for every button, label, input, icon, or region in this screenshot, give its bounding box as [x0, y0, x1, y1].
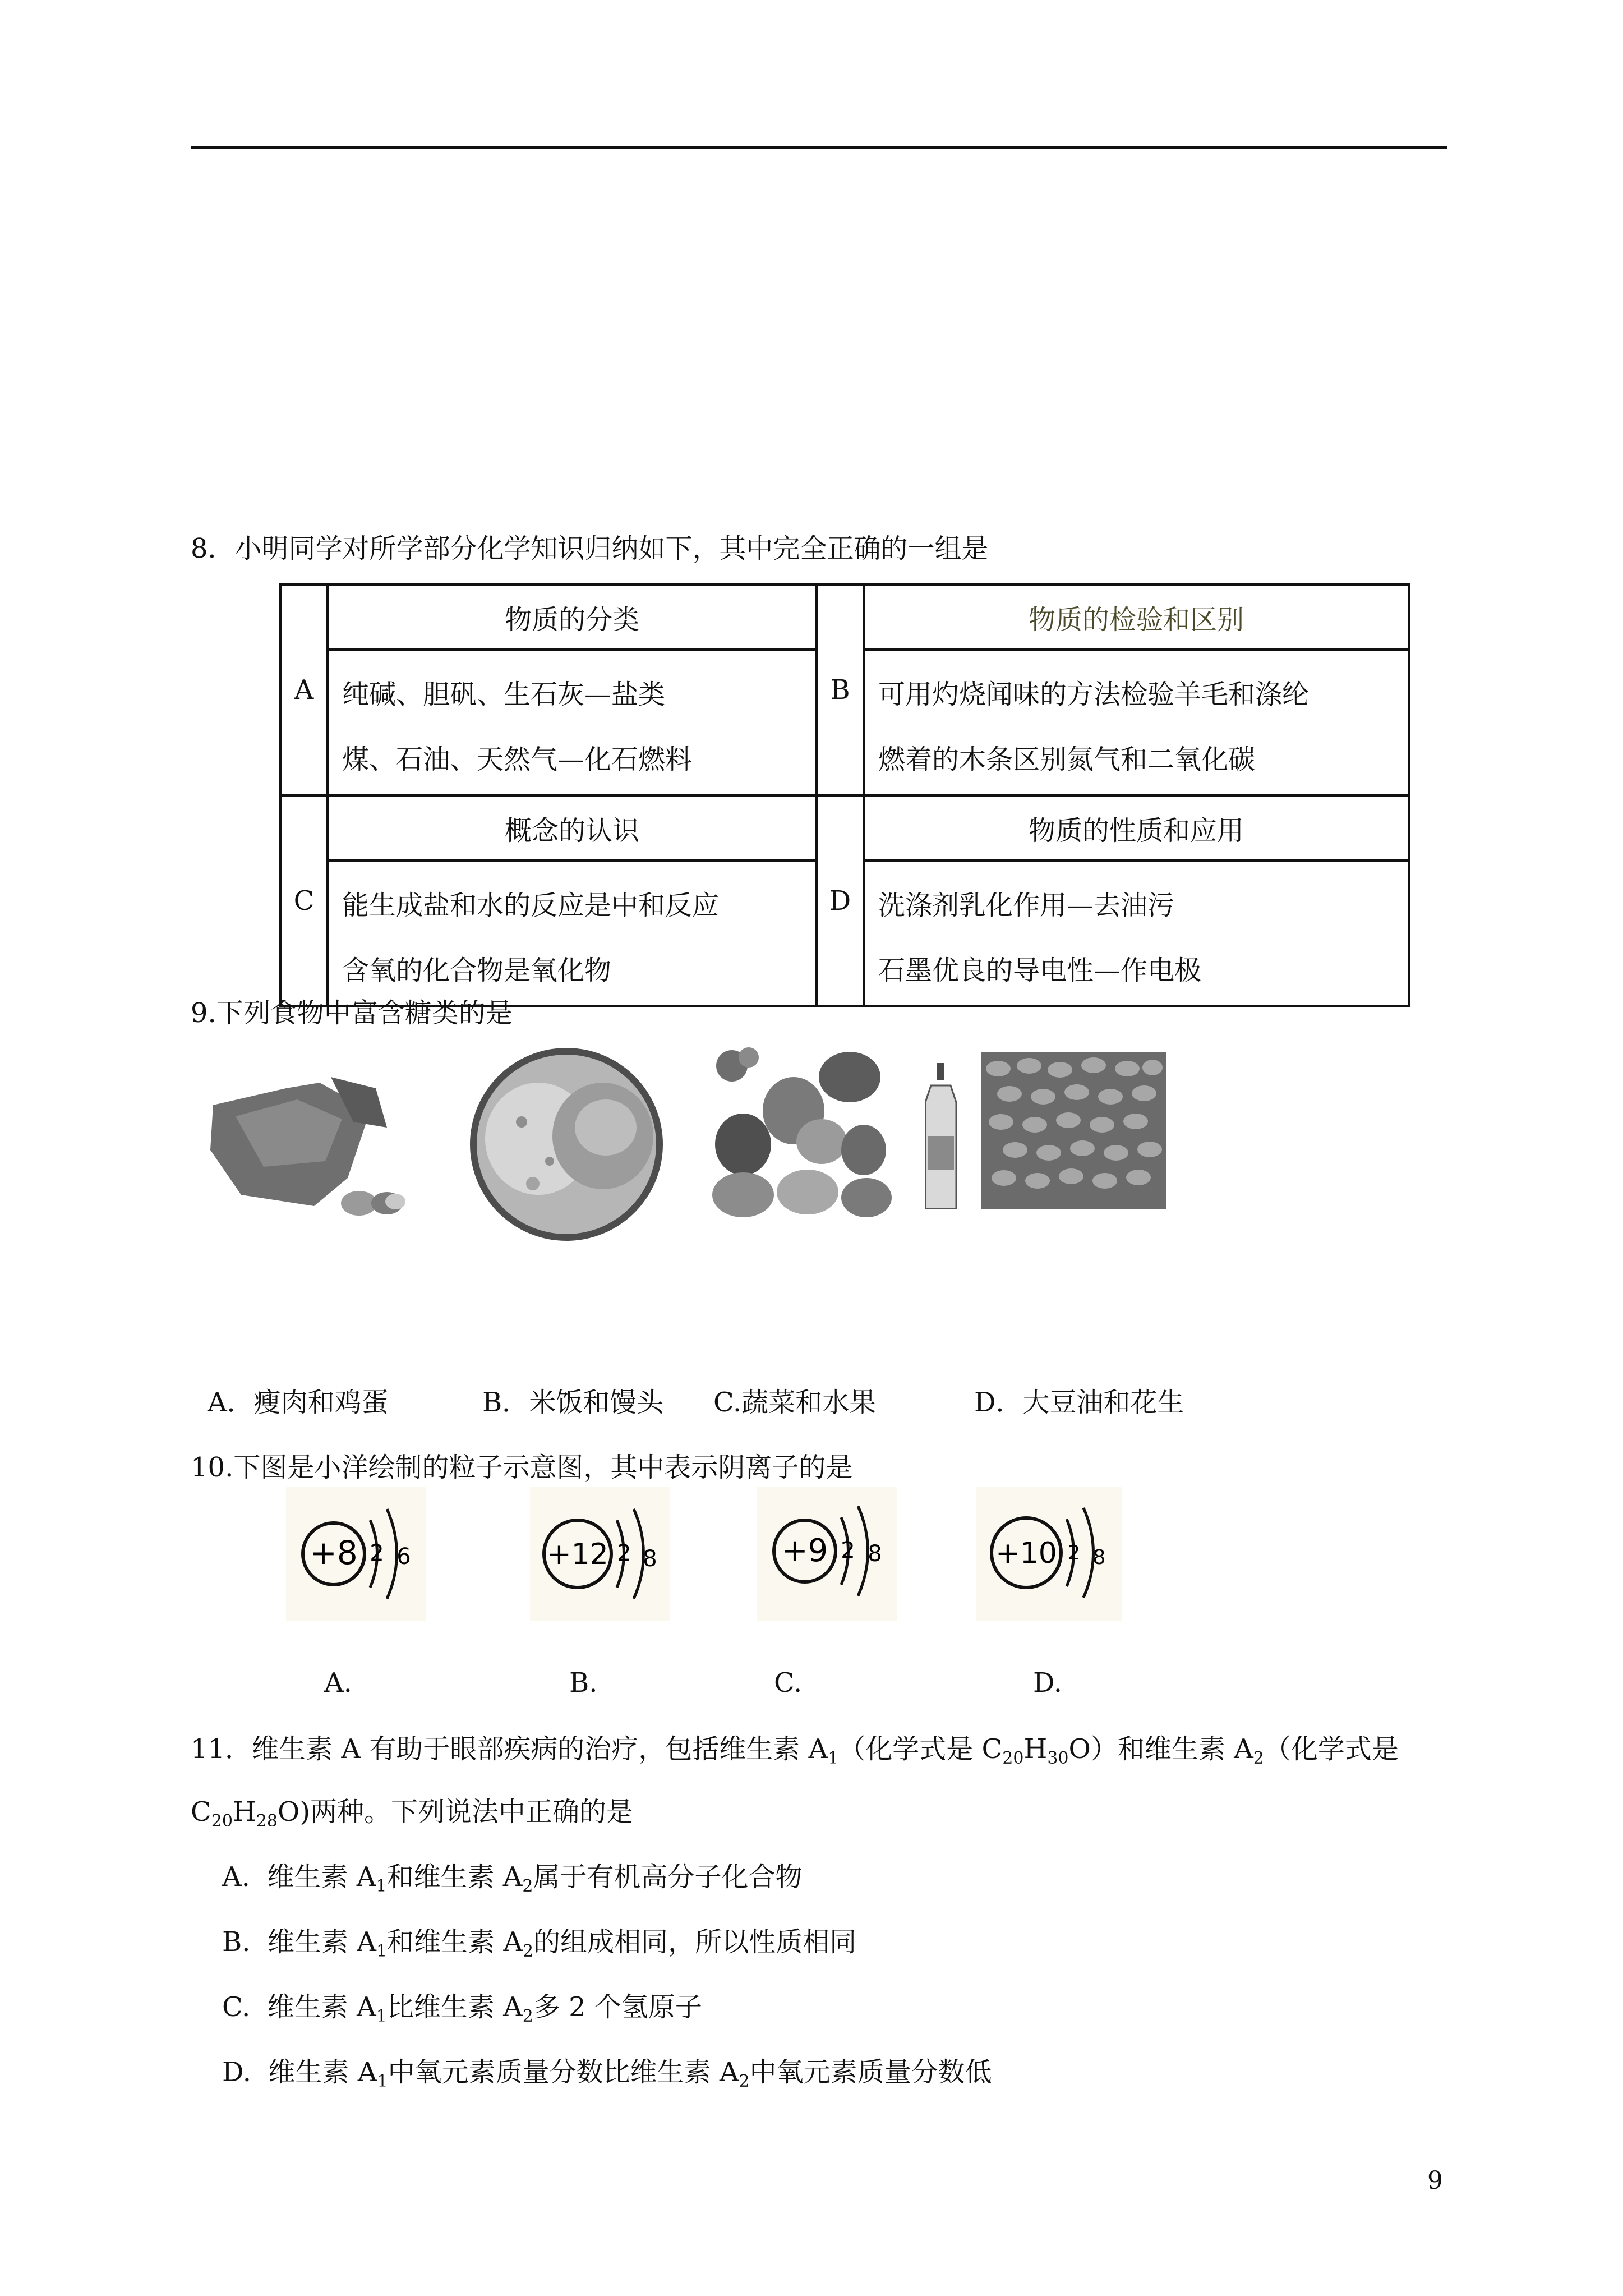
- q11-opt-c-letter: C.: [222, 1991, 251, 2023]
- q11-stem2: O)两种。下列说法中正确的是: [277, 1796, 634, 1828]
- atom-a-shell1: 2: [370, 1540, 384, 1566]
- rice-and-buns-photo: [465, 1043, 673, 1245]
- q8-c-line1: 能生成盐和水的反应是中和反应: [342, 890, 720, 921]
- q11-opt-d-mid: 中氧元素质量分数比维生素 A: [388, 2056, 739, 2088]
- q8-body-d: [864, 861, 1409, 1006]
- q8-body-a: [328, 650, 817, 795]
- q11-opt-d-sub1: 1: [377, 2072, 388, 2091]
- atom-b-shell2: 8: [643, 1546, 657, 1572]
- page-number: 9: [1427, 2166, 1443, 2195]
- q8-body-b: [864, 650, 1409, 795]
- atom-c-shell2: 8: [868, 1541, 882, 1567]
- q9-stem: 9.下列食物中富含糖类的是: [191, 997, 513, 1029]
- q8-b-line1: 可用灼烧闻味的方法检验羊毛和涤纶: [878, 679, 1310, 710]
- q11-opt-c-sub2: 2: [522, 2007, 533, 2026]
- q8-body-c: [328, 861, 817, 1006]
- q11-sub-30: 30: [1047, 1749, 1069, 1768]
- atom-label-a: A.: [324, 1667, 352, 1699]
- vegetables-and-fruit-photo: [709, 1043, 895, 1220]
- atom-a-nucleus: +8: [310, 1534, 358, 1572]
- q11-sub-28: 28: [256, 1811, 278, 1831]
- atom-d-shell1: 2: [1067, 1542, 1081, 1565]
- q9-option-b: B．米饭和馒头: [482, 1387, 664, 1418]
- q11-opt-b-end: 的组成相同，所以性质相同: [533, 1926, 857, 1958]
- q8-b-line2: 燃着的木条区别氮气和二氧化碳: [878, 744, 1256, 775]
- q11-opt-b-letter: B.: [222, 1926, 251, 1958]
- q11-stem-line1: [191, 1732, 1399, 1766]
- atom-d-shell2: 8: [1092, 1546, 1106, 1569]
- q11-option-a: [222, 1860, 803, 1894]
- q11-opt-a-end: 属于有机高分子化合物: [533, 1861, 803, 1893]
- atom-diagram-b: [530, 1487, 670, 1621]
- q8-a-line2: 煤、石油、天然气—化石燃料: [342, 744, 693, 775]
- atom-b-nucleus: +12: [547, 1538, 608, 1571]
- q11-option-d: [222, 2055, 992, 2089]
- q11-h2: H: [232, 1796, 256, 1828]
- atom-diagram-c: [757, 1487, 897, 1621]
- q11-sub-20: 20: [1002, 1749, 1024, 1768]
- q11-opt-b-sub1: 1: [376, 1941, 388, 1961]
- q11-stem-d: （化学式是: [1264, 1733, 1399, 1765]
- q8-letter-d: D: [817, 795, 864, 1006]
- q11-option-b: [222, 1925, 856, 1959]
- q11-opt-c-end: 多 2 个氢原子: [533, 1991, 702, 2023]
- q11-opt-d-vit: 维生素 A: [268, 2056, 377, 2088]
- q8-letter-c: C: [280, 795, 328, 1006]
- q11-opt-d-end: 中氧元素质量分数低: [749, 2056, 992, 2088]
- q11-opt-a-sub2: 2: [522, 1876, 533, 1896]
- q11-sub-20b: 20: [211, 1811, 233, 1831]
- atom-label-c: C.: [774, 1667, 803, 1699]
- q11-opt-c-vit: 维生素 A: [267, 1991, 376, 2023]
- q11-opt-b-sub2: 2: [523, 1941, 534, 1961]
- atom-a-shell2: 6: [396, 1544, 411, 1570]
- q11-opt-a-vit: 维生素 A: [267, 1861, 376, 1893]
- q11-opt-b-mid: 和维生素 A: [387, 1926, 523, 1958]
- q11-c: C: [191, 1796, 211, 1828]
- q11-opt-d-sub2: 2: [739, 2072, 750, 2091]
- atom-b-shell1: 2: [617, 1540, 631, 1566]
- q9-option-d: D．大豆油和花生: [974, 1387, 1184, 1418]
- q11-opt-c-sub1: 1: [376, 2007, 387, 2026]
- q11-stem-a: 11．维生素 A 有助于眼部疾病的治疗，包括维生素 A: [191, 1733, 828, 1765]
- atom-diagram-a: [286, 1487, 426, 1621]
- q8-stem: 8．小明同学对所学部分化学知识归纳如下，其中完全正确的一组是: [191, 533, 989, 564]
- q9-option-a: A．瘦肉和鸡蛋: [208, 1387, 389, 1418]
- q11-sub-2: 2: [1253, 1749, 1264, 1768]
- q11-option-c: [222, 1990, 702, 2024]
- q11-opt-a-sub1: 1: [376, 1876, 387, 1896]
- atom-label-b: B.: [569, 1667, 598, 1699]
- q8-heading-b: 物质的检验和区别: [864, 585, 1409, 650]
- q8-d-line1: 洗涤剂乳化作用—去油污: [878, 890, 1175, 921]
- q8-table: [279, 583, 1410, 1007]
- q11-stem-c: O）和维生素 A: [1068, 1733, 1253, 1765]
- q10-stem: 10.下图是小洋绘制的粒子示意图，其中表示阴离子的是: [191, 1452, 853, 1483]
- atom-c-nucleus: +9: [781, 1533, 828, 1569]
- q11-opt-a-letter: A.: [222, 1861, 250, 1893]
- header-rule: [191, 146, 1447, 149]
- q11-opt-c-mid: 比维生素 A: [386, 1991, 523, 2023]
- q8-letter-b: B: [817, 585, 864, 795]
- q11-opt-d-letter: D.: [222, 2056, 252, 2088]
- q11-opt-a-mid: 和维生素 A: [386, 1861, 523, 1893]
- atom-label-d: D.: [1033, 1667, 1063, 1699]
- q11-stem-b: （化学式是 C: [838, 1733, 1003, 1765]
- atom-c-shell1: 2: [841, 1538, 855, 1563]
- q8-a-line1: 纯碱、胆矾、生石灰—盐类: [342, 679, 666, 710]
- q8-heading-c: 概念的认识: [328, 795, 817, 861]
- soybean-oil-and-peanuts-photo: [925, 1052, 1166, 1209]
- q11-h: H: [1023, 1733, 1048, 1765]
- q8-d-line2: 石墨优良的导电性—作电极: [878, 955, 1202, 986]
- q11-sub-1: 1: [828, 1749, 839, 1768]
- q11-stem-line2: [191, 1795, 633, 1829]
- meat-and-eggs-photo: [202, 1066, 426, 1223]
- q8-letter-a: A: [280, 585, 328, 795]
- atom-d-nucleus: +10: [995, 1536, 1057, 1570]
- q11-opt-b-vit: 维生素 A: [268, 1926, 376, 1958]
- q8-heading-a: 物质的分类: [328, 585, 817, 650]
- q8-heading-d: 物质的性质和应用: [864, 795, 1409, 861]
- atom-diagram-d: [976, 1487, 1122, 1621]
- q9-option-c: C.蔬菜和水果: [713, 1387, 877, 1418]
- q8-c-line2: 含氧的化合物是氧化物: [342, 955, 612, 986]
